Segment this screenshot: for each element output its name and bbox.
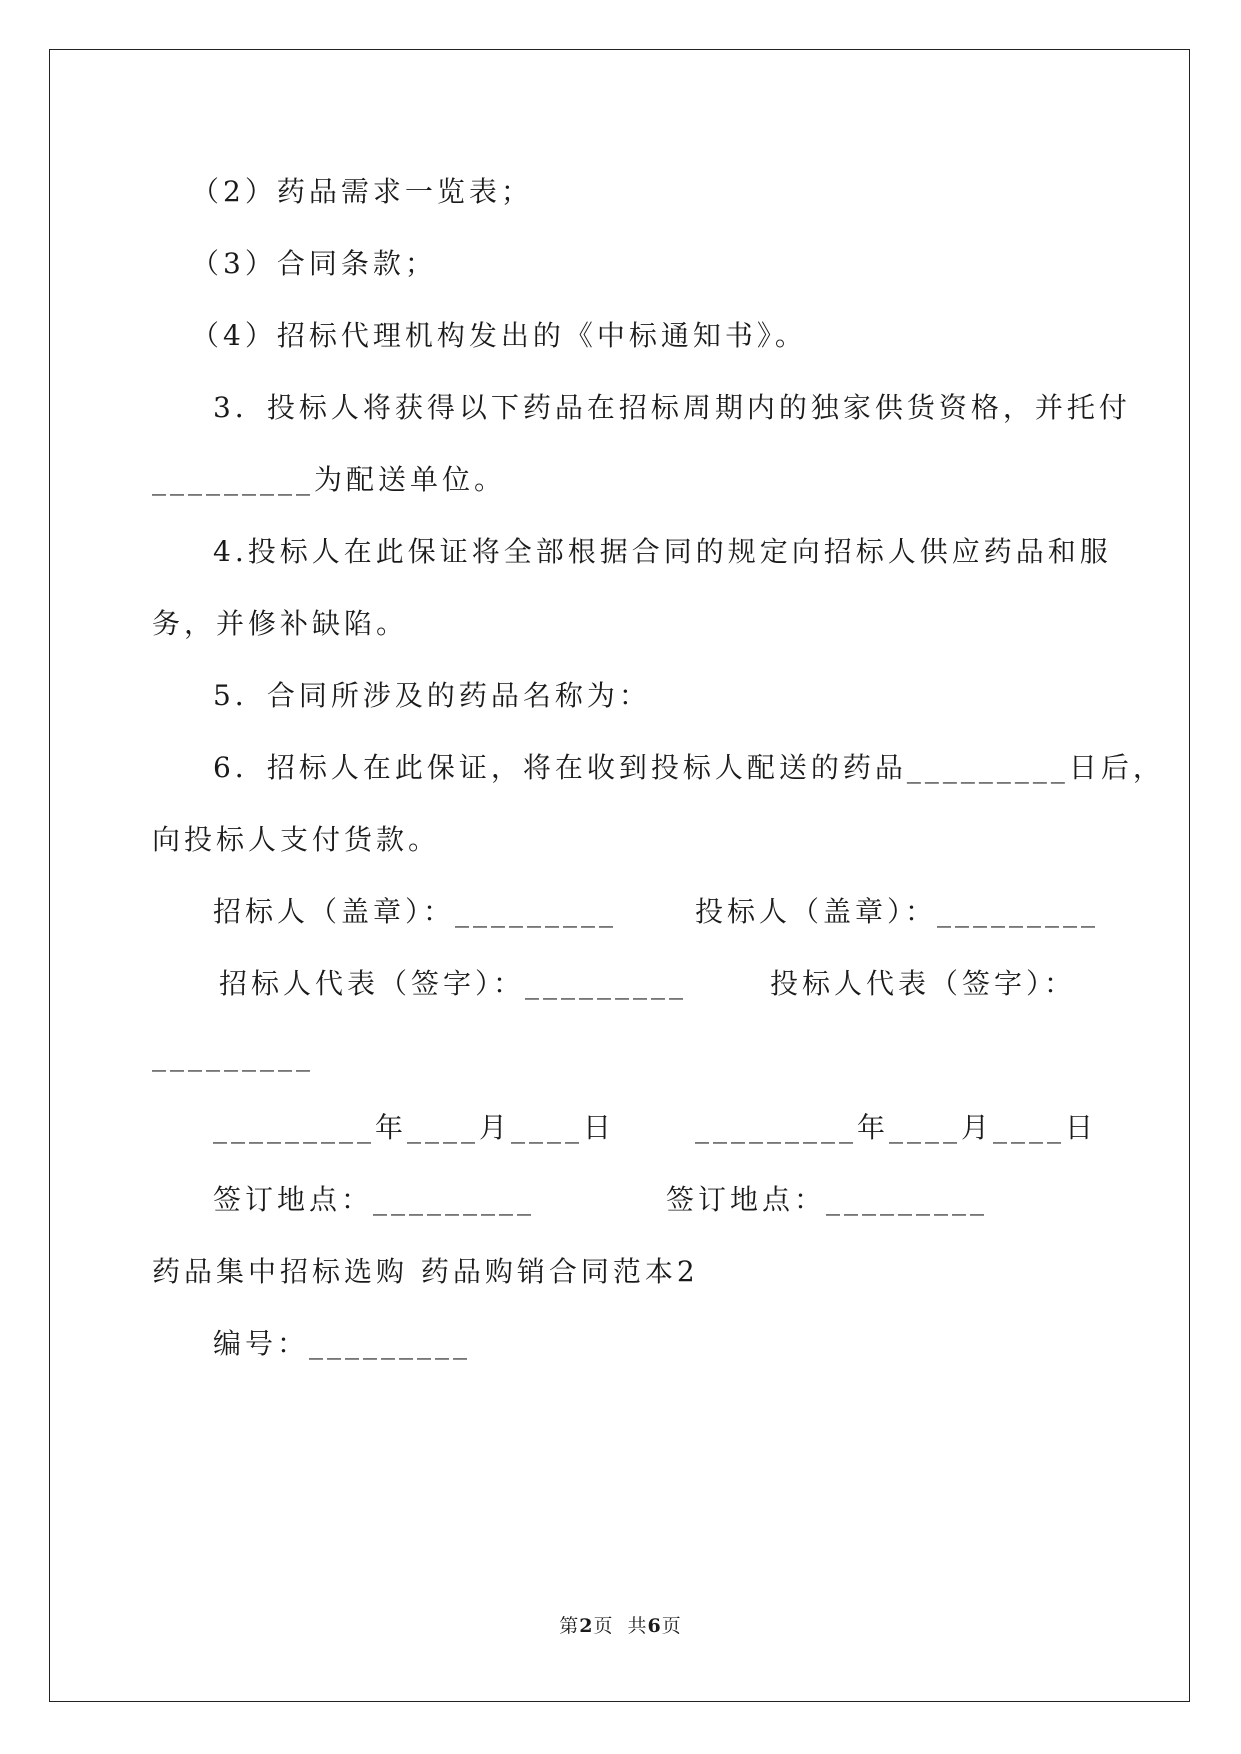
footer-page-number: 2: [579, 1615, 594, 1637]
clause-6-line-2: 向投标人支付货款。: [152, 823, 441, 856]
bidder-representative: 投标人代表（签字）：: [770, 967, 1077, 1000]
tenderer-date: _________年____月____日: [213, 1111, 616, 1144]
page-border: [49, 49, 1190, 1702]
footer-suffix: 页: [661, 1615, 682, 1637]
list-item-4: （4）招标代理机构发出的《中标通知书》。: [191, 319, 807, 352]
bidder-date: _________年____月____日: [695, 1111, 1098, 1144]
list-item-2: （2）药品需求一览表；: [191, 175, 533, 208]
footer-prefix: 第: [559, 1615, 580, 1637]
clause-5: 5．合同所涉及的药品名称为：: [213, 679, 651, 712]
page-footer: [0, 1614, 1241, 1638]
list-item-3: （3）合同条款；: [191, 247, 437, 280]
clause-3-line-2: _________为配送单位。: [152, 463, 507, 496]
clause-4-line-2: 务，并修补缺陷。: [152, 607, 409, 640]
section-title: 药品集中招标选购 药品购销合同范本2: [152, 1255, 699, 1288]
tenderer-representative: 招标人代表（签字）：_________: [219, 967, 688, 1000]
clause-3-line-1: 3．投标人将获得以下药品在招标周期内的独家供货资格，并托付: [213, 391, 1131, 424]
footer-mid: 页 共: [593, 1615, 648, 1637]
contract-number: 编号：_________: [213, 1327, 472, 1360]
bidder-representative-blank: _________: [152, 1039, 314, 1072]
clause-6-line-1: 6．招标人在此保证，将在收到投标人配送的药品_________日后，: [213, 751, 1165, 784]
tenderer-seal: 招标人（盖章）：_________: [213, 895, 618, 928]
bidder-seal: 投标人（盖章）：_________: [695, 895, 1100, 928]
bidder-place: 签订地点：_________: [666, 1183, 989, 1216]
clause-4-line-1: 4.投标人在此保证将全部根据合同的规定向招标人供应药品和服: [213, 535, 1112, 568]
tenderer-place: 签订地点：_________: [213, 1183, 536, 1216]
footer-total-pages: 6: [647, 1615, 662, 1637]
